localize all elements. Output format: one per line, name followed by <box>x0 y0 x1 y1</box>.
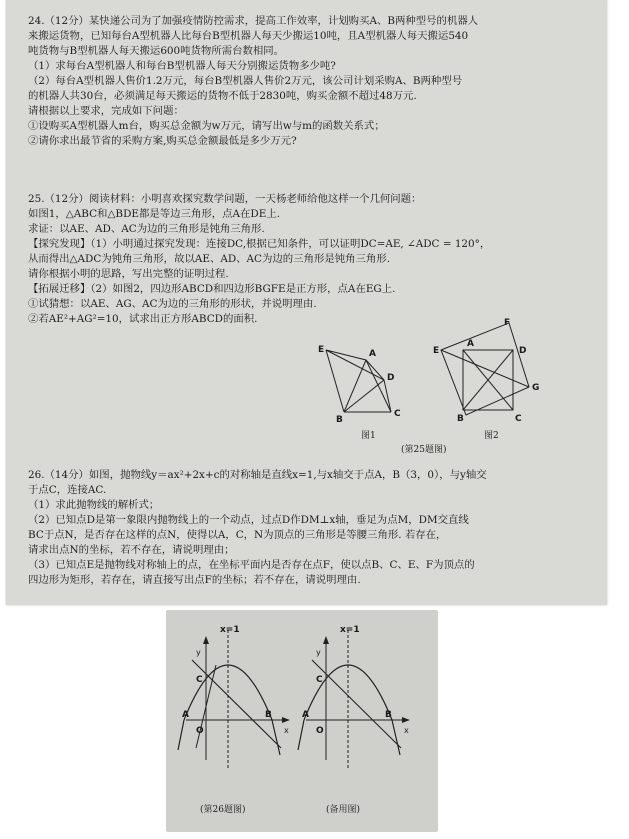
q25-line: 请你根据小明的思路，写出完整的证明过程. <box>28 268 229 280</box>
label-B: B <box>336 415 343 425</box>
point-B: B <box>265 710 272 720</box>
point-B: B <box>385 710 392 720</box>
origin-O: O <box>316 726 324 736</box>
q26-line: 请求出点N的坐标，若不存在，请说明理由； <box>28 544 235 556</box>
y-axis-label: y <box>196 648 201 657</box>
exam-paper <box>6 0 607 605</box>
q24-line: （2）每台A型机器人售价1.2万元，每台B型机器人售价2万元，该公司计划采购A、B两种型号 <box>28 75 463 87</box>
graph-26 <box>176 620 296 780</box>
graph-26-spare <box>296 620 416 780</box>
question-24 <box>28 14 593 149</box>
fig1-caption: 图1 <box>361 431 376 441</box>
q25-line: 25.（12分）阅读材料：小明喜欢探究数学问题，一天杨老师给他这样一个几何问题： <box>28 193 422 205</box>
label-A: A <box>369 349 376 359</box>
point-C: C <box>316 675 323 685</box>
q24-line: （1）求每台A型机器人和每台B型机器人每天分别搬运货物多少吨? <box>28 60 336 72</box>
label-E: E <box>318 345 325 355</box>
point-C: C <box>196 675 203 685</box>
label-B: B <box>457 414 464 424</box>
figure-26-photo <box>166 610 438 832</box>
q26-line: （2）已知点D是第一象限内抛物线上的一个动点，过点D作DM⊥x轴，垂足为点M，DM交直线 <box>28 514 469 526</box>
origin-O: O <box>196 726 204 736</box>
y-axis-label: y <box>316 648 321 657</box>
q26-line: （1）求此抛物线的解析式； <box>28 499 160 511</box>
figure-25-2 <box>431 315 541 425</box>
figure-25-1 <box>316 340 411 440</box>
q24-line: 来搬运货物，已知每台A型机器人比每台B型机器人每天少搬运10吨，且A型机器人每天搬运540 <box>28 30 469 42</box>
q24-line: ②请你求出最节省的采购方案,购买总金额最低是多少万元? <box>28 135 297 147</box>
q25-line: 如图1，△ABC和△BDE都是等边三角形，点A在DE上. <box>28 208 281 220</box>
q25-line: ①试猜想：以AE、AG、AC为边的三角形的形状，并说明理由. <box>28 298 317 310</box>
x-axis-label: x <box>284 726 289 735</box>
q24-line: ①设购买A型机器人m台，购买总金额为w万元，请写出w与m的函数关系式； <box>28 120 385 132</box>
q25-line: 求证：以AE、AD、AC为边的三角形是钝角三角形. <box>28 223 265 235</box>
axis-line-label: x=1 <box>340 625 360 635</box>
q25-line: 【探究发现】（1）小明通过探究发现：连接DC,根据已知条件，可以证明DC=AE, ∠ADC = 120°， <box>28 238 491 250</box>
label-C: C <box>515 414 522 424</box>
q24-line: 24.（12分）某快递公司为了加强疫情防控需求，提高工作效率，计划购买A、B两种型号的机器人 <box>28 15 479 27</box>
q26-line: 26.（14分）如图，抛物线y＝ax²+2x+c的对称轴是直线x=1,与x轴交于点A，B（3，0），与y轴交 <box>28 469 487 481</box>
axis-line-label: x=1 <box>220 625 240 635</box>
x-axis-label: x <box>404 726 409 735</box>
label-F: F <box>504 318 511 328</box>
fig2-caption: 图2 <box>484 431 499 441</box>
label-C: C <box>394 409 401 419</box>
label-D: D <box>387 373 395 383</box>
label-G: G <box>532 383 540 393</box>
fig25-caption: (第25题图) <box>401 445 447 455</box>
label-D: D <box>519 346 527 356</box>
q25-line: ②若AE²+AG²=10，试求出正方形ABCD的面积. <box>28 313 258 325</box>
q25-line: 【拓展迁移】（2）如图2，四边形ABCD和四边形BGFE是正方形，点A在EG上. <box>28 283 396 295</box>
label-E: E <box>433 346 440 356</box>
point-A: A <box>182 710 189 720</box>
question-26 <box>28 468 593 588</box>
q24-line: 请根据以上要求，完成如下问题： <box>28 105 184 117</box>
point-A: A <box>302 710 309 720</box>
label-A: A <box>467 339 474 349</box>
q26-line: BC于点N，是否存在这样的点N，使得以A，C，N为顶点的三角形是等腰三角形. 若存在， <box>28 529 447 541</box>
q26-line: 四边形为矩形，若存在，请直接写出点F的坐标；若不存在，请说明理由. <box>28 574 361 586</box>
question-25 <box>28 192 593 327</box>
graph-26-caption: (第26题图) <box>200 805 246 815</box>
q26-line: （3）已知点E是抛物线对称轴上的点，在坐标平面内是否存在点F，使以点B、C、E、F为顶点的 <box>28 559 475 571</box>
q24-line: 吨货物与B型机器人每天搬运600吨货物所需台数相同。 <box>28 45 285 57</box>
graph-spare-caption: (备用图) <box>326 805 361 815</box>
q26-line: 于点C，连接AC. <box>28 484 107 496</box>
q25-line: 从而得出△ADC为钝角三角形，故以AE、AD、AC为边的三角形是钝角三角形. <box>28 253 390 265</box>
q24-line: 的机器人共30台，必须满足每天搬运的货物不低于2830吨，购买金额不超过48万元. <box>28 90 417 102</box>
